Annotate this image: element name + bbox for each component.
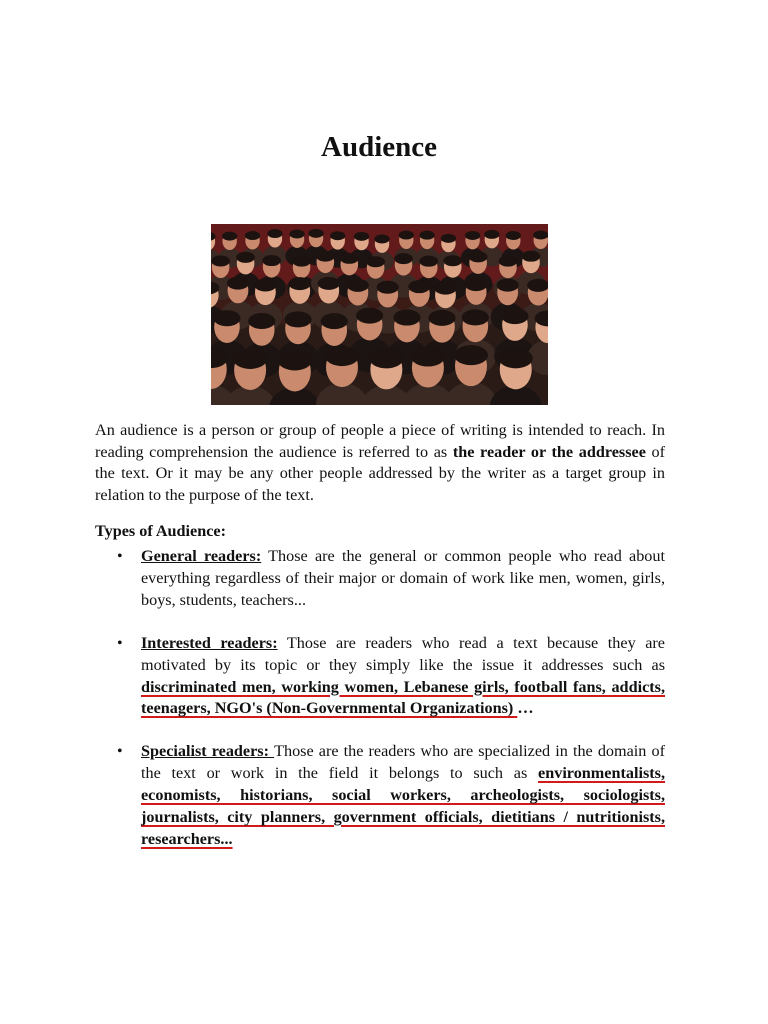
crowd-person-hair xyxy=(377,281,399,294)
crowd-person-hair xyxy=(394,253,413,264)
crowd-person-hair xyxy=(278,350,312,370)
crowd-person-hair xyxy=(289,229,304,238)
page-title: Audience xyxy=(321,131,437,163)
crowd-person-hair xyxy=(340,253,359,264)
list-item-specialist-readers xyxy=(95,741,665,851)
crowd-person-hair xyxy=(411,347,445,367)
crowd-person-hair xyxy=(484,230,499,239)
crowd-person-hair xyxy=(454,345,488,365)
crowd-person-hair xyxy=(308,229,323,238)
audience-crowd-image xyxy=(211,224,548,405)
crowd-person-hair xyxy=(506,231,521,240)
crowd-person-hair xyxy=(469,251,488,262)
type-description: Those are readers who read a text because they are motivated by its topic or they simply like the issue it addresses such as xyxy=(141,633,665,674)
crowd-person-hair xyxy=(533,230,548,239)
crowd-person-hair xyxy=(522,251,541,262)
crowd-person-hair xyxy=(289,277,311,290)
crowd-person-hair xyxy=(419,256,438,267)
crowd-person-hair xyxy=(321,313,348,329)
type-term: General readers: xyxy=(141,547,262,565)
type-examples: discriminated men, working women, Lebanese girls, football fans, addicts, teenagers, NGO's (Non-Governmental Organizations) xyxy=(141,677,665,718)
crowd-person-hair xyxy=(434,282,456,295)
type-description: Those are the readers who are specialized in the domain of the text or work in the field it belongs to such as xyxy=(141,742,665,783)
crowd-person-hair xyxy=(236,252,255,263)
crowd-person-hair xyxy=(501,308,528,324)
crowd-person-hair xyxy=(248,313,275,329)
crowd-person-hair xyxy=(443,255,462,266)
types-list xyxy=(95,546,665,872)
crowd-person-hair xyxy=(419,231,434,240)
crowd-person-hair xyxy=(366,256,385,267)
crowd-person-hair xyxy=(262,255,281,266)
crowd-person-hair xyxy=(393,310,420,326)
crowd-person-hair xyxy=(462,309,489,325)
crowd-person-hair xyxy=(497,279,519,292)
list-item-general-readers xyxy=(95,546,665,612)
crowd-person-hair xyxy=(374,234,389,243)
crowd-person-hair xyxy=(318,277,340,290)
crowd-person-hair xyxy=(441,234,456,243)
crowd-person-hair xyxy=(284,311,311,327)
bullet-icon: • xyxy=(117,743,123,761)
bullet-icon: • xyxy=(117,634,123,652)
crowd-person-hair xyxy=(399,231,414,240)
type-description: Those are the general or common people who read about everything regardless of their major or domain of work like men, women, girls, boys, students, teachers... xyxy=(141,547,665,609)
types-heading: Types of Audience: xyxy=(95,522,227,540)
crowd-person-hair xyxy=(254,278,276,291)
crowd-person-hair xyxy=(428,310,455,326)
intro-text-1: An audience is a person or group of people a piece of writing is intended to reach. In reading comprehension the audience is referred to as xyxy=(95,421,665,461)
crowd-person-hair xyxy=(347,279,369,292)
crowd-person-hair xyxy=(465,231,480,240)
bullet-icon: • xyxy=(117,548,123,565)
crowd-person-hair xyxy=(213,310,240,326)
crowd-person-hair xyxy=(211,255,230,266)
type-term: Interested readers: xyxy=(141,633,278,652)
crowd-person-hair xyxy=(499,348,533,368)
crowd-person-hair xyxy=(465,278,487,291)
crowd-person-hair xyxy=(267,229,282,238)
crowd-person-hair xyxy=(227,277,249,290)
intro-paragraph xyxy=(95,420,665,507)
crowd-person-hair xyxy=(292,256,311,267)
crowd-person-hair xyxy=(330,231,345,240)
crowd-person-hair xyxy=(499,256,518,267)
intro-bold-text: the reader or the addressee xyxy=(452,442,646,461)
intro-text-2: of the text. Or it may be any other people addressed by the writer as a target group in relation to the purpose of the text. xyxy=(95,442,666,505)
crowd-person-hair xyxy=(233,349,267,369)
crowd-illustration xyxy=(211,224,548,405)
type-ending: … xyxy=(517,699,534,718)
list-item-interested-readers xyxy=(95,633,665,721)
crowd-person-hair xyxy=(369,348,403,368)
crowd-person-hair xyxy=(222,232,237,241)
crowd-person-hair xyxy=(325,346,359,366)
type-term: Specialist readers: xyxy=(141,742,275,761)
crowd-person-hair xyxy=(356,308,383,324)
type-examples: environmentalists, economists, historians, social workers, archeologists, sociologists, journalists, city planners, government officials, dietitians / nutritionists, researchers... xyxy=(141,764,665,848)
crowd-person-hair xyxy=(354,232,369,241)
crowd-person-hair xyxy=(408,280,430,293)
crowd-person-hair xyxy=(245,231,260,240)
crowd-person-hair xyxy=(316,251,335,262)
